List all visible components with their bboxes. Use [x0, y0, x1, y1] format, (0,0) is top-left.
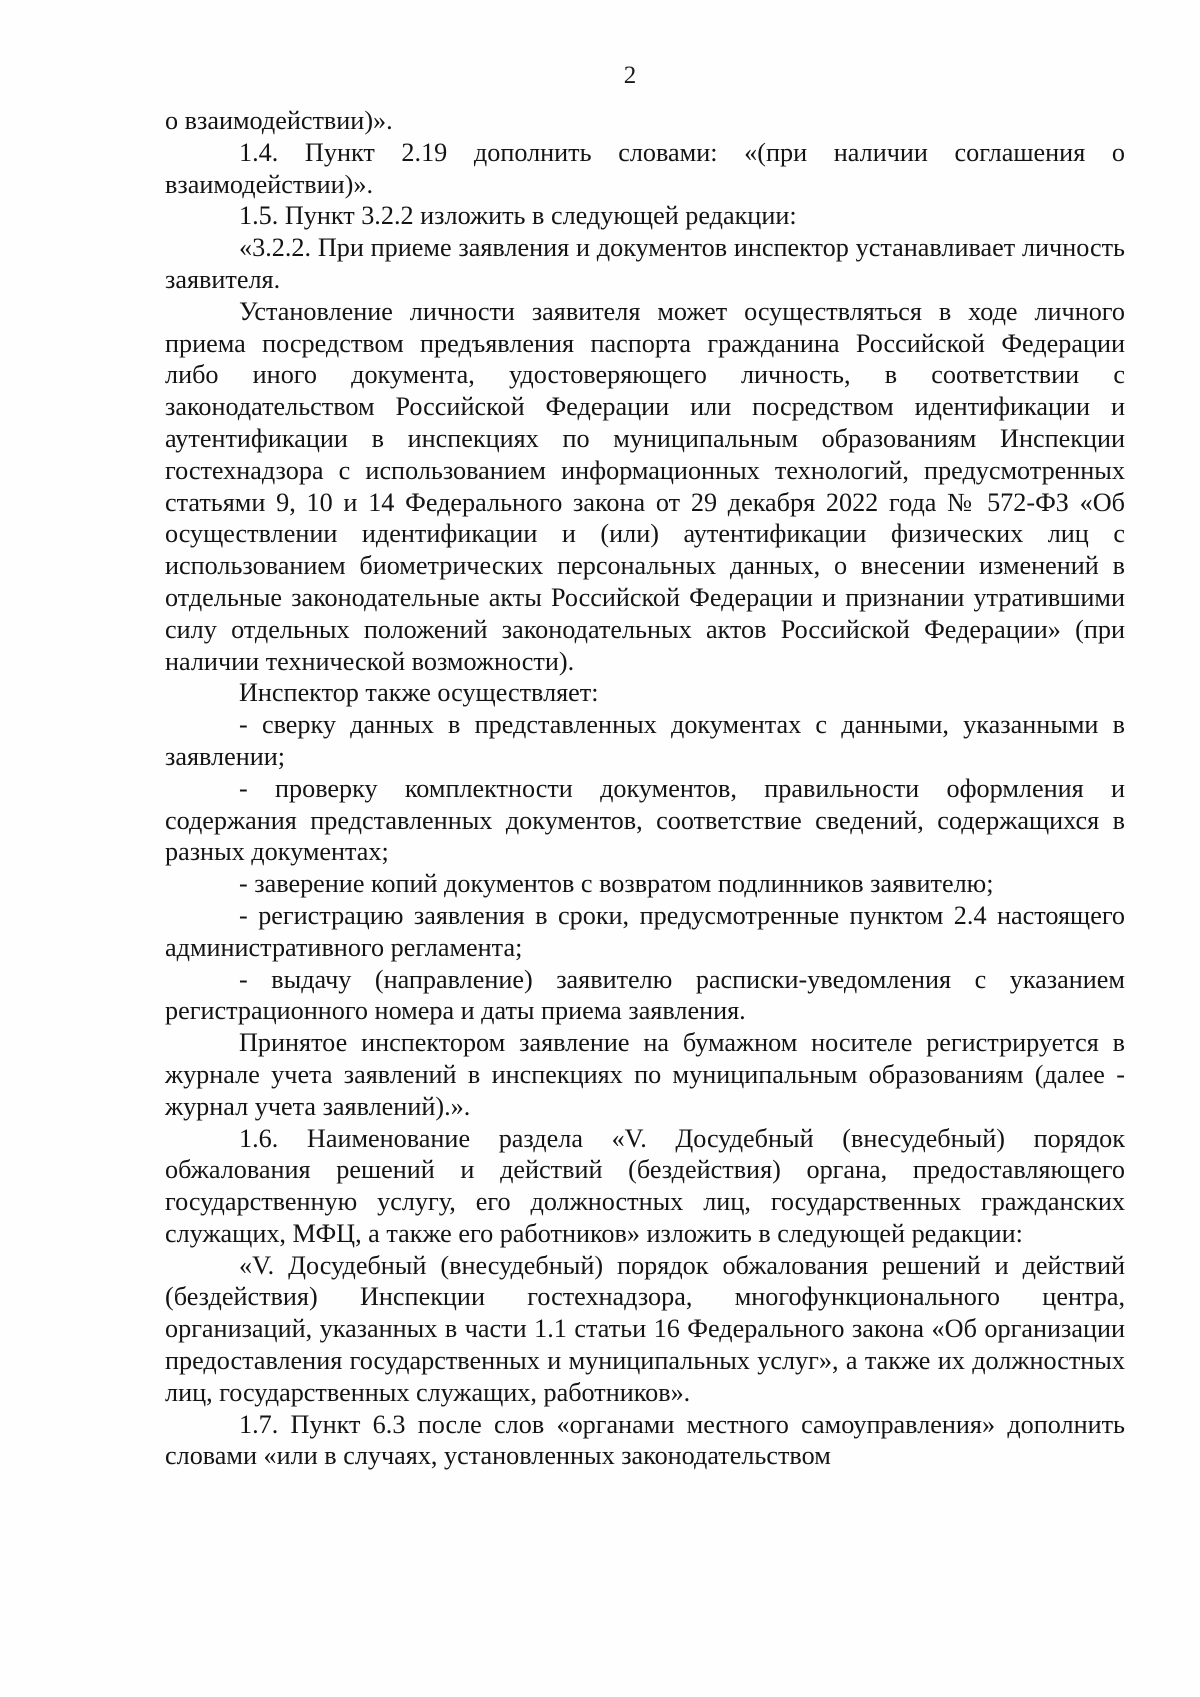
paragraph-section-v-title: «V. Досудебный (внесудебный) порядок обжалования решений и действий (бездействия) Инспекции гостехнадзора, многофункционального центра, организаций, указанных в части 1.1 статьи 16 Федерального закона «Об организации предоставления государственных и муниципальных услуг», а также их должностных лиц, государственных служащих, работников».: [165, 1250, 1125, 1407]
list-item-completeness-check: - проверку комплектности документов, правильности оформления и содержания представленных документов, соответствие сведений, содержащихся в разных документах;: [165, 773, 1125, 867]
paragraph-item-1-4: 1.4. Пункт 2.19 дополнить словами: «(при наличии соглашения о взаимодействии)».: [165, 137, 1125, 199]
paragraph-item-1-5: 1.5. Пункт 3.2.2 изложить в следующей редакции:: [239, 201, 797, 231]
paragraph-quote-3-2-2: «3.2.2. При приеме заявления и документов инспектор устанавливает личность заявителя.: [165, 233, 1125, 294]
paragraph-continuation: о взаимодействии)».: [165, 106, 393, 135]
paragraph-item-1-6: 1.6. Наименование раздела «V. Досудебный (внесудебный) порядок обжалования решений и действий (бездействия) органа, предоставляющего государственную услугу, его должностных лиц, государственных гражданских служащих, МФЦ, а также его работников» изложить в следующей редакции:: [165, 1123, 1125, 1248]
list-item-registration: - регистрацию заявления в сроки, предусмотренные пунктом 2.4 настоящего административного регламента;: [165, 900, 1125, 962]
list-item-data-check: - сверку данных в представленных документах с данными, указанными в заявлении;: [165, 710, 1125, 771]
paragraph-item-1-7: 1.7. Пункт 6.3 после слов «органами местного самоуправления» дополнить словами «или в случаях, установленных законодательством: [165, 1409, 1125, 1471]
list-item-receipt-issue: - выдачу (направление) заявителю расписки-уведомления с указанием регистрационного номера и даты приема заявления.: [165, 964, 1125, 1026]
paragraph-registration-journal: Принятое инспектором заявление на бумажном носителе регистрируется в журнале учета заявлений в инспекциях по муниципальным образованиям (далее - журнал учета заявлений).».: [165, 1028, 1125, 1121]
list-item-copy-certification: - заверение копий документов с возвратом подлинников заявителю;: [239, 869, 994, 899]
paragraph-inspector-duties: Инспектор также осуществляет:: [239, 678, 599, 708]
document-body: [165, 105, 1125, 1472]
page-number: 2: [623, 62, 637, 89]
paragraph-identification: Установление личности заявителя может осуществляться в ходе личного приема посредством предъявления паспорта гражданина Российской Федерации либо иного документа, удостоверяющего личность, в соответствии с законодательством Российской Федерации или посредством идентификации и аутентификации в инспекциях по муниципальным образованиям Инспекции гостехнадзора с использованием информационных технологий, предусмотренных статьями 9, 10 и 14 Федерального закона от 29 декабря 2022 года № 572-ФЗ «Об осуществлении идентификации и (или) аутентификации физических лиц с использованием биометрических персональных данных, о внесении изменений в отдельные законодательные акты Российской Федерации и признании утратившими силу отдельных положений законодательных актов Российской Федерации» (при наличии технической возможности).: [165, 296, 1125, 676]
